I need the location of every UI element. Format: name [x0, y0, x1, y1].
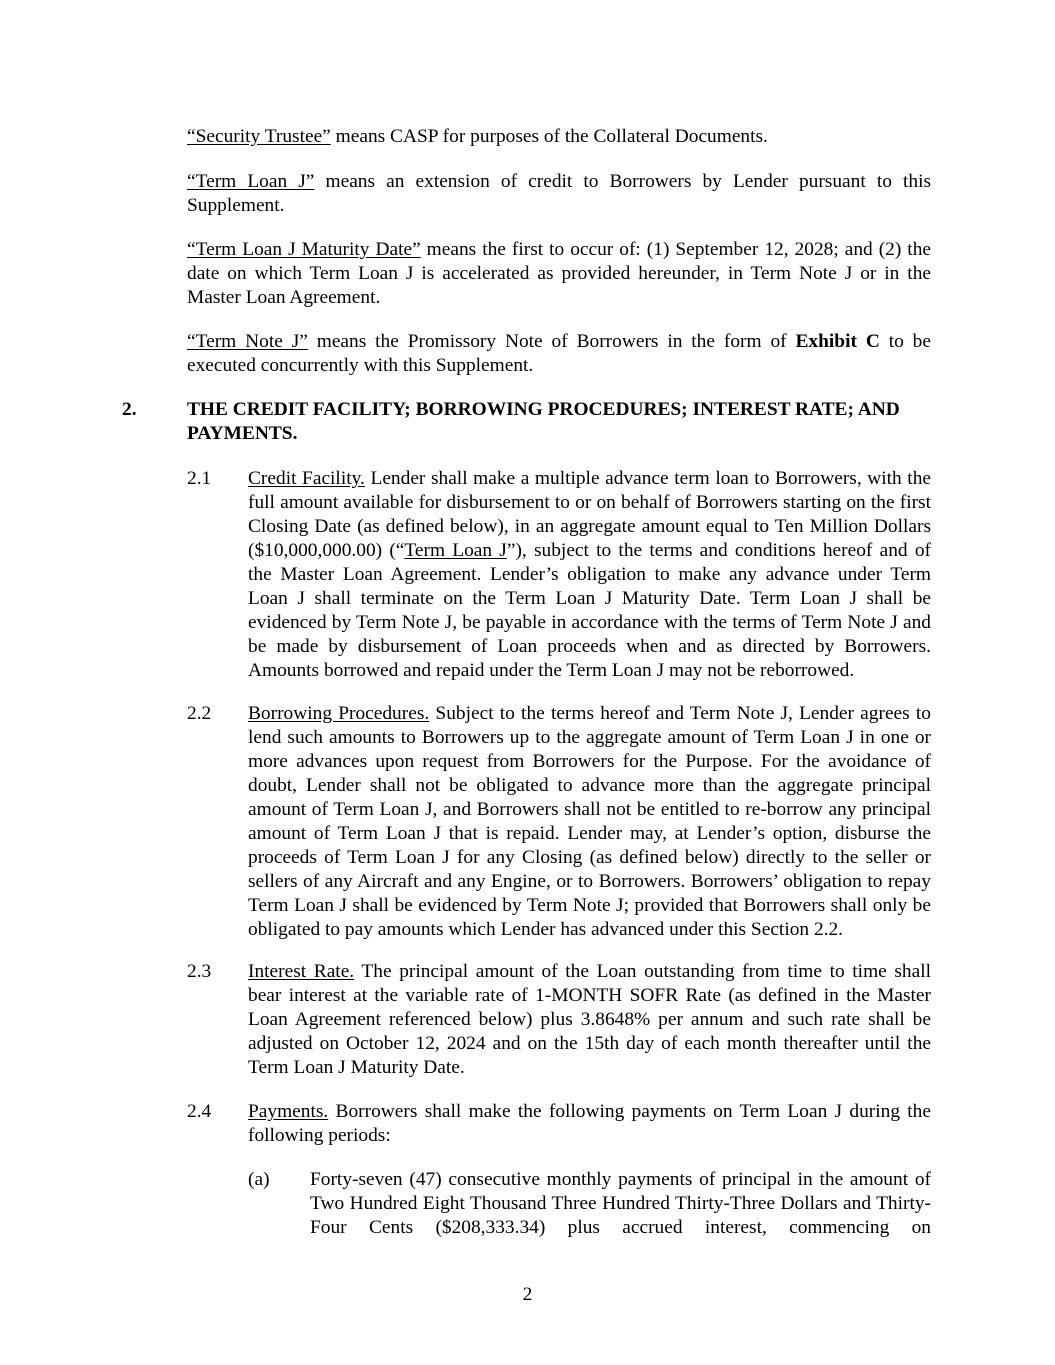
definition-maturity-date: [187, 238, 931, 310]
exhibit-reference: Exhibit C: [795, 331, 880, 352]
subsection-interest-rate: [248, 960, 931, 1080]
item-a-text: Forty-seven (47) consecutive monthly payments of principal in the amount of Two Hundred Eight Thousand Three Hundred Thirty-Three Dollars and Thirty-Four Cents ($208,333.34) plus accrued interest, commencing on: [310, 1169, 931, 1238]
subsection-text: Borrowers shall make the following payments on Term Loan J during the following periods:: [248, 1101, 931, 1146]
defined-term: “Security Trustee”: [187, 126, 331, 147]
section-number: 2.: [122, 399, 137, 420]
subsection-number: 2.3: [187, 961, 212, 982]
definition-text: means the Promissory Note of Borrowers in the form of: [307, 331, 796, 352]
defined-term: “Term Loan J”: [187, 171, 315, 192]
subsection-heading: Borrowing Procedures.: [248, 703, 430, 724]
definition-text: means the first to occur of: (1) September 12, 2028; and (2) the date on which Term Loan J is accelerated as provided hereunder, in Term Note J or in the Master Loan Agreement.: [187, 239, 931, 308]
item-label: (a): [248, 1169, 270, 1190]
definition-security-trustee: [187, 125, 931, 149]
subsection-text: ”), subject to the terms and conditions hereof and of the Master Loan Agreement. Lender’s obligation to make any advance under Term Loan J shall terminate on the Term Loan J Maturity Date. Term Loan J shall be evidenced by Term Note J, be payable in accordance with the terms of Term Note J and be made by disbursement of Loan proceeds when and as directed by Borrowers. Amounts borrowed and repaid under the Term Loan J may not be reborrowed.: [248, 540, 931, 681]
defined-term: “Term Loan J Maturity Date”: [187, 239, 421, 260]
subsection-number: 2.4: [187, 1101, 212, 1122]
subsection-payments: [248, 1100, 931, 1148]
subsection-number: 2.1: [187, 468, 212, 489]
subsection-heading: Payments.: [248, 1101, 329, 1122]
definition-text: to be executed concurrently with this Supplement.: [187, 331, 931, 376]
subsection-borrowing-procedures: [248, 702, 931, 942]
definition-text: means CASP for purposes of the Collateral Documents.: [330, 126, 768, 147]
subsection-heading: Interest Rate.: [248, 961, 355, 982]
subsection-number: 2.2: [187, 703, 212, 724]
subsection-text: Subject to the terms hereof and Term Note J, Lender agrees to lend such amounts to Borrowers up to the aggregate amount of Term Loan J in one or more advances upon request from Borrowers for the Purpose. For the avoidance of doubt, Lender shall not be obligated to advance more than the aggregate principal amount of Term Loan J, and Borrowers shall not be entitled to re-borrow any principal amount of Term Loan J that is repaid. Lender may, at Lender’s option, disburse the proceeds of Term Loan J for any Closing (as defined below) directly to the seller or sellers of any Aircraft and any Engine, or to Borrowers. Borrowers’ obligation to repay Term Loan J shall be evidenced by Term Note J; provided that Borrowers shall only be obligated to pay amounts which Lender has advanced under this Section 2.2.: [248, 703, 931, 940]
subsection-text: Lender shall make a multiple advance term loan to Borrowers, with the full amount available for disbursement to or on behalf of Borrowers starting on the first Closing Date (as defined below), in an aggregate amount equal to Ten Million Dollars ($10,000,000.00) (“: [248, 468, 931, 561]
section-title: THE CREDIT FACILITY; BORROWING PROCEDURES; INTEREST RATE; AND PAYMENTS.: [187, 399, 900, 444]
subsection-text: The principal amount of the Loan outstanding from time to time shall bear interest at the variable rate of 1-MONTH SOFR Rate (as defined in the Master Loan Agreement referenced below) plus 3.8648% per annum and such rate shall be adjusted on October 12, 2024 and on the 15th day of each month thereafter until the Term Loan J Maturity Date.: [248, 961, 932, 1078]
defined-term: “Term Note J”: [187, 331, 308, 352]
definition-term-loan-j: [187, 170, 931, 218]
definition-term-note-j: [187, 330, 931, 378]
subsection-heading: Credit Facility.: [248, 468, 365, 489]
definition-text: means an extension of credit to Borrowers by Lender pursuant to this Supplement.: [187, 171, 932, 216]
page-number: 2: [522, 1284, 533, 1305]
inline-defined-term: Term Loan J: [404, 540, 507, 561]
subsection-credit-facility: [248, 467, 931, 683]
